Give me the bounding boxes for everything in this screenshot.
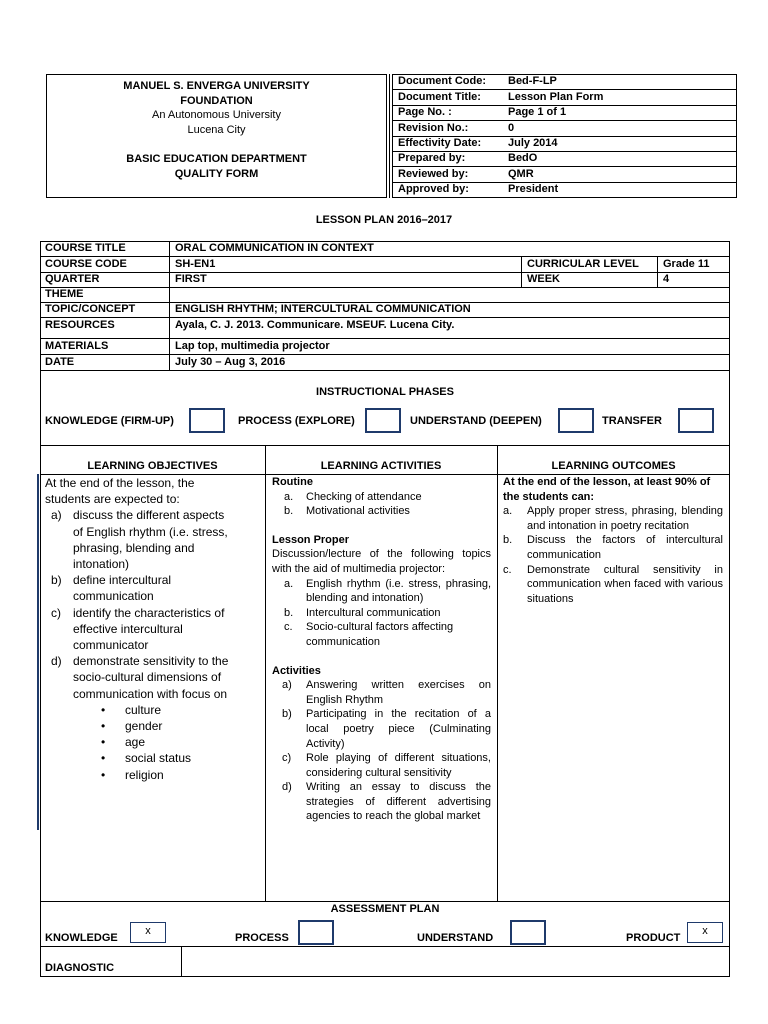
objectives-header: LEARNING OBJECTIVES (87, 460, 218, 472)
assessment-product-label: PRODUCT (626, 932, 681, 944)
activity-item: d) Writing an essay to discuss the strategies of different advertising agencies to reach the global market (282, 781, 491, 823)
objectives-column (45, 475, 263, 783)
assessment-process-checkbox[interactable] (298, 920, 334, 945)
activity-item: c) Role playing of different situations, considering cultural sensitivity (282, 752, 491, 779)
objectives-intro-line: students are expected to: (45, 492, 180, 507)
phase-process-checkbox[interactable] (365, 408, 401, 433)
objective-bullet: • culture (101, 702, 162, 717)
curricular-level-label: CURRICULAR LEVEL (527, 258, 639, 270)
date-value: July 30 – Aug 3, 2016 (175, 356, 286, 368)
objective-item: d) demonstrate sensitivity to the socio-cultural dimensions of communication with focus on (51, 654, 229, 701)
doc-info-label: Document Title: (398, 91, 481, 103)
doc-info-value: July 2014 (508, 137, 558, 149)
quarter-label: QUARTER (45, 273, 100, 285)
phase-knowledge-checkbox[interactable] (189, 408, 225, 433)
doc-info-label: Revision No.: (398, 122, 469, 134)
doc-info-value: Bed-F-LP (508, 75, 557, 87)
phase-understand-checkbox[interactable] (558, 408, 594, 433)
assessment-product-checkbox[interactable]: x (687, 922, 723, 943)
assessment-knowledge-label: KNOWLEDGE (45, 932, 118, 944)
org-name-line2: FOUNDATION (180, 95, 253, 107)
page-title: LESSON PLAN 2016–2017 (315, 214, 453, 226)
course-code-value: SH-EN1 (175, 258, 216, 270)
week-value: 4 (663, 273, 670, 285)
outcomes-header: LEARNING OUTCOMES (551, 460, 676, 472)
doc-info-label: Document Code: (398, 75, 486, 87)
resources-value: Ayala, C. J. 2013. Communicare. MSEUF. Lucena City. (175, 319, 455, 331)
doc-info-value: Lesson Plan Form (508, 91, 604, 103)
theme-label: THEME (45, 288, 84, 300)
topic-label: TOPIC/CONCEPT (45, 303, 136, 315)
resources-label: RESOURCES (45, 319, 115, 331)
week-label: WEEK (527, 273, 560, 285)
course-title-value: ORAL COMMUNICATION IN CONTEXT (175, 242, 374, 254)
activities-column (272, 475, 491, 824)
doc-info-label: Page No. : (398, 106, 452, 118)
course-title-label: COURSE TITLE (45, 242, 126, 254)
department-line1: BASIC EDUCATION DEPARTMENT (126, 153, 307, 165)
outcome-item: b. Discuss the factors of intercultural communication (503, 534, 723, 561)
doc-info-value: Page 1 of 1 (508, 106, 567, 118)
org-subtitle-line1: An Autonomous University (151, 109, 281, 121)
outcomes-intro: At the end of the lesson, at least 90% of the students can: (503, 476, 711, 503)
objective-item: c) identify the characteristics of effective intercultural communicator (51, 605, 225, 653)
phase-process-label: PROCESS (EXPLORE) (238, 415, 355, 427)
lesson-proper-title: Lesson Proper (272, 533, 350, 546)
curricular-level-value: Grade 11 (663, 258, 710, 270)
topic-value: ENGLISH RHYTHM; INTERCULTURAL COMMUNICATION (175, 303, 471, 315)
doc-info-value: 0 (508, 122, 515, 134)
activity-item: a) Answering written exercises on English Rhythm (282, 679, 491, 706)
phase-transfer-checkbox[interactable] (678, 408, 714, 433)
assessment-knowledge-checkbox[interactable]: x (130, 922, 166, 943)
objective-bullet: • gender (101, 719, 163, 734)
materials-value: Lap top, multimedia projector (175, 340, 330, 352)
materials-label: MATERIALS (45, 340, 109, 352)
assessment-process-label: PROCESS (235, 932, 289, 944)
activities-title: Activities (272, 664, 321, 677)
lesson-proper-intro: Discussion/lecture of the following topics with the aid of multimedia projector: (272, 548, 491, 575)
org-subtitle-line2: Lucena City (187, 124, 246, 136)
doc-info-label: Prepared by: (398, 152, 466, 164)
doc-info-value: QMR (508, 168, 534, 180)
doc-info-value: President (508, 183, 559, 195)
outcomes-column (503, 475, 723, 606)
routine-title: Routine (272, 476, 313, 488)
diagnostic-label: DIAGNOSTIC (45, 962, 115, 974)
objective-bullet: • religion (101, 767, 164, 782)
course-code-label: COURSE CODE (45, 258, 127, 270)
assessment-plan-title: ASSESSMENT PLAN (330, 903, 440, 915)
doc-info-label: Effectivity Date: (398, 137, 482, 149)
date-label: DATE (45, 356, 75, 368)
assessment-understand-label: UNDERSTAND (417, 932, 494, 944)
org-name-line1: MANUEL S. ENVERGA UNIVERSITY (123, 80, 310, 92)
department-line2: QUALITY FORM (174, 168, 259, 180)
activity-item: b) Participating in the recitation of a local poetry piece (Culminating Activity) (282, 708, 491, 750)
objectives-intro-line: At the end of the lesson, the (45, 476, 195, 490)
outcome-item: c. Demonstrate cultural sensitivity in communication when faced with various situations (503, 563, 723, 605)
lesson-proper-item: c. Socio-cultural factors affecting communication (284, 621, 454, 648)
objective-bullet: • social status (101, 751, 192, 766)
phase-knowledge-label: KNOWLEDGE (FIRM-UP) (45, 415, 174, 427)
lesson-proper-item: a. English rhythm (i.e. stress, phrasing, blending and intonation) (284, 577, 491, 605)
objective-bullet: • age (101, 735, 146, 750)
phase-understand-label: UNDERSTAND (DEEPEN) (410, 415, 542, 427)
instructional-phases-title: INSTRUCTIONAL PHASES (316, 386, 454, 398)
assessment-understand-checkbox[interactable] (510, 920, 546, 945)
routine-item: a. Checking of attendance (284, 490, 422, 503)
outcome-item: a. Apply proper stress, phrasing, blending and intonation in poetry recitation (503, 505, 723, 532)
routine-item: b. Motivational activities (284, 505, 410, 518)
activities-header: LEARNING ACTIVITIES (320, 460, 442, 472)
doc-info-label: Reviewed by: (398, 168, 469, 180)
phase-transfer-label: TRANSFER (602, 415, 662, 427)
doc-info-value: BedO (508, 152, 538, 164)
doc-info-label: Approved by: (398, 183, 469, 195)
objective-item: b) define intercultural communication (51, 573, 172, 604)
quarter-value: FIRST (175, 273, 207, 285)
lesson-proper-item: b. Intercultural communication (284, 606, 441, 619)
objective-item: a) discuss the different aspects of English rhythm (i.e. stress, phrasing, blending and intonation) (51, 508, 228, 572)
